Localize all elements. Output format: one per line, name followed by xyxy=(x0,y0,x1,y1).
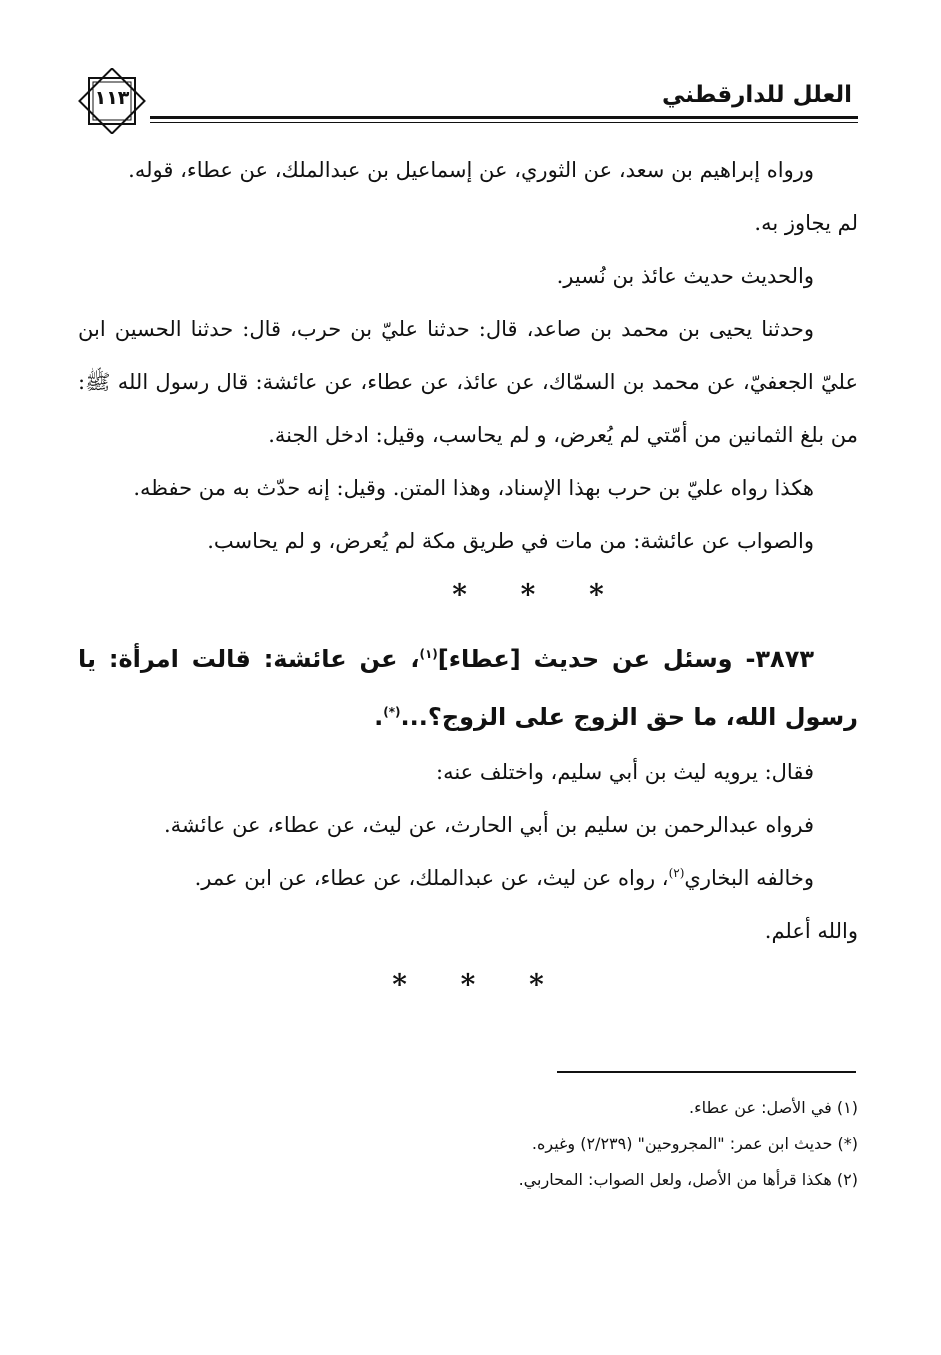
running-title: العلل للدارقطني xyxy=(662,82,852,108)
paragraph-text: ، رواه عن ليث، عن عبدالملك، عن عطاء، عن ابن عمر. xyxy=(194,866,669,890)
paragraph: ورواه إبراهيم بن سعد، عن الثوري، عن إسماعيل بن عبدالملك، عن عطاء، قوله. xyxy=(128,158,814,182)
page-number: ١١٣ xyxy=(94,87,130,109)
footnote: (٢) هكذا قرأها من الأصل، ولعل الصواب: المحاربي. xyxy=(518,1170,858,1189)
footnote-mark: (١) xyxy=(419,647,438,661)
page-number-badge xyxy=(72,68,152,134)
footnote: (١) في الأصل: عن عطاء. xyxy=(689,1098,858,1117)
header-rule-thin xyxy=(150,122,858,123)
section-divider: * * * xyxy=(392,968,544,1001)
paragraph xyxy=(78,852,858,905)
paragraph: فقال: يرويه ليث بن أبي سليم، واختلف عنه: xyxy=(436,760,814,784)
main-text xyxy=(78,144,858,1012)
entry-heading-end: . xyxy=(374,703,384,731)
page-header xyxy=(72,68,858,134)
paragraph: لم يجاوز به. xyxy=(754,211,858,235)
footnotes xyxy=(78,1090,858,1198)
entry-heading-text: ، عن عائشة: قالت امرأة: يا رسول الله، ما حق الزوج على الزوج؟... xyxy=(78,645,858,731)
paragraph: والحديث حديث عائذ بن نُسير. xyxy=(556,264,814,288)
paragraph: والصواب عن عائشة: من مات في طريق مكة لم يُعرض، و لم يحاسب. xyxy=(207,529,814,553)
paragraph-text: وخالفه البخاري xyxy=(684,866,814,890)
paragraph: وحدثنا يحيى بن محمد بن صاعد، قال: حدثنا عليّ بن حرب، قال: حدثنا الحسين ابن عليّ الجعفيّ، عن محمد بن السمّاك، عن عائذ، عن عطاء، عن عائشة: قال رسول الله ﷺ: من بلغ الثمانين من أمّتي لم يُعرض، و لم يحاسب، وقيل: ادخل الجنة. xyxy=(78,317,858,447)
header-rule xyxy=(150,116,858,119)
footnote-mark: (٢) xyxy=(668,866,685,880)
footnote-mark: (*) xyxy=(383,705,401,719)
paragraph: والله أعلم. xyxy=(764,919,858,943)
paragraph: هكذا رواه عليّ بن حرب بهذا الإسناد، وهذا المتن. وقيل: إنه حدّث به من حفظه. xyxy=(133,476,814,500)
entry-heading-text: ٣٨٧٣- وسئل عن حديث [عطاء] xyxy=(437,645,814,673)
footnote: (*) حديث ابن عمر: "المجروحين" (٢/٢٣٩) وغيره. xyxy=(531,1134,858,1153)
entry-heading xyxy=(78,630,858,746)
section-divider: * * * xyxy=(452,578,604,611)
footnote-separator xyxy=(557,1071,856,1073)
paragraph: فرواه عبدالرحمن بن سليم بن أبي الحارث، عن ليث، عن عطاء، عن عائشة. xyxy=(163,813,814,837)
